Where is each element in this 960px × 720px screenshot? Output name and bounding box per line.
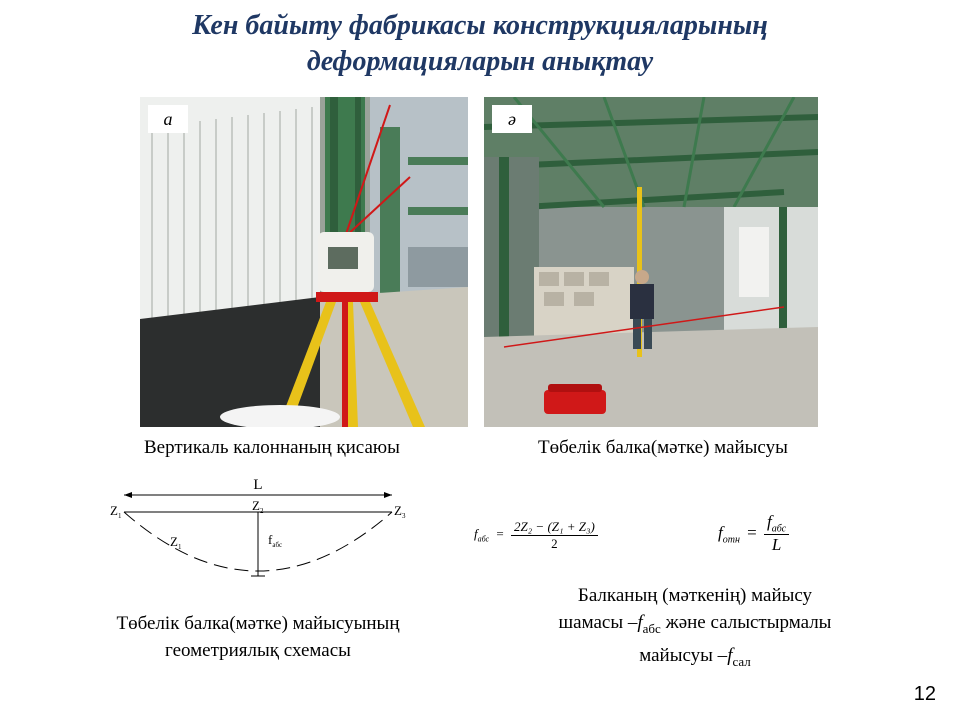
scheme-label-z3: $Z_3$ [394, 503, 406, 520]
formula2-denominator: L [771, 535, 782, 555]
formula1-numerator: 2Z₂ − (Z₁ + Z₃) [511, 519, 598, 536]
description-line-2: шамасы $-f_{абс}$ және салыстырмалы [558, 612, 832, 636]
formula-absolute-deflection [474, 519, 598, 552]
caption-column-tilt: Вертикаль калоннаның қисаюы [144, 437, 400, 458]
formula2-equals: = [747, 522, 757, 542]
description-line-3: майысуы $-f_{сал}$ [639, 644, 751, 669]
formula-relative-deflection [718, 512, 789, 555]
scheme-caption-line-1: Төбелік балка(мәтке) майысуының [116, 613, 400, 634]
scheme-label-z2: $Z_2$ [252, 498, 264, 515]
formula1-denominator: 2 [551, 536, 558, 551]
photo-beam-deflection [484, 97, 818, 427]
deflection-scheme-diagram [108, 470, 418, 590]
formula2-lhs: $f_{отн}$ [718, 522, 740, 545]
caption-beam-deflection: Төбелік балка(мәтке) майысуы [538, 437, 788, 458]
formula2-fraction [764, 512, 789, 555]
photo-b-label: ә [492, 105, 532, 133]
formula2-numerator: $f_{абс}$ [764, 512, 789, 535]
scheme-caption-line-2: геометриялық схемасы [165, 640, 351, 661]
slide-title [0, 8, 960, 80]
scheme-label-z1-arc: $Z_1$ [170, 534, 182, 551]
formula1-lhs: $f_{абс}$ [474, 526, 490, 545]
photo-beam-deflection-illustration [484, 97, 818, 427]
scheme-label-f: $f_{абс}$ [268, 532, 283, 549]
page-number: 12 [913, 683, 936, 705]
photo-a-label: а [148, 105, 188, 133]
title-line-1: Кен байыту фабрикасы конструкцияларының [192, 10, 768, 41]
description-line-1: Балканың (мәткенің) майысу [577, 585, 813, 606]
deflection-description [500, 582, 890, 675]
photo-column-tilt [140, 97, 468, 427]
photo-column-tilt-illustration [140, 97, 468, 427]
scheme-label-L: L [253, 477, 263, 493]
title-line-2: деформацияларын анықтау [306, 46, 654, 77]
formula1-equals: = [496, 526, 504, 542]
scheme-caption [60, 610, 456, 664]
formula1-fraction [511, 519, 598, 552]
scheme-label-z1-left: $Z_1$ [110, 503, 122, 520]
